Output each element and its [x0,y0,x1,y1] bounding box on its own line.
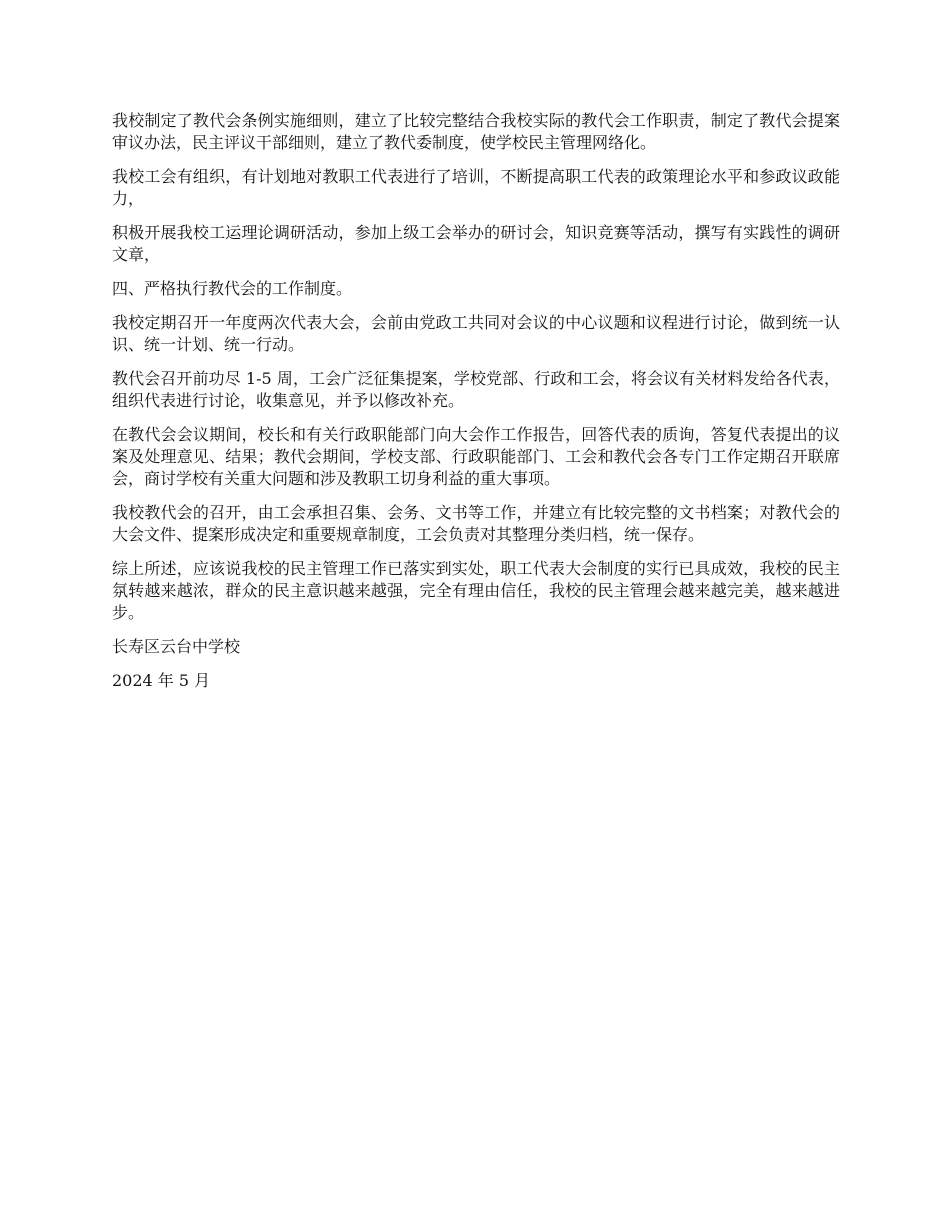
paragraph: 我校制定了教代会条例实施细则，建立了比较完整结合我校实际的教代会工作职责，制定了教代会提案审议办法，民主评议干部细则，建立了教代委制度，使学校民主管理网络化。 [112,111,840,152]
paragraph: 积极开展我校工运理论调研活动，参加上级工会举办的研讨会，知识竞赛等活动，撰写有实践性的调研文章， [112,223,840,264]
date: 2024 年 5 月 [112,671,211,690]
paragraph: 我校工会有组织，有计划地对教职工代表进行了培训，不断提高职工代表的政策理论水平和参政议政能力， [112,167,840,208]
signature: 长寿区云台中学校 [112,637,241,656]
paragraph: 综上所述，应该说我校的民主管理工作已落实到实处，职工代表大会制度的实行已具成效，我校的民主氛转越来越浓，群众的民主意识越来越强，完全有理由信任，我校的民主管理会越来越完美，越来越进步。 [112,559,840,622]
paragraph: 教代会召开前功尽 1-5 周，工会广泛征集提案，学校党部、行政和工会，将会议有关材料发给各代表，组织代表进行讨论，收集意见，并予以修改补充。 [112,369,840,410]
paragraph: 我校定期召开一年度两次代表大会，会前由党政工共同对会议的中心议题和议程进行讨论，做到统一认识、统一计划、统一行动。 [112,313,840,354]
document-body [112,110,840,704]
paragraph: 在教代会会议期间，校长和有关行政职能部门向大会作工作报告，回答代表的质询，答复代表提出的议案及处理意见、结果；教代会期间，学校支部、行政职能部门、工会和教代会各专门工作定期召开联席会，商讨学校有关重大问题和涉及教职工切身利益的重大事项。 [112,425,840,488]
paragraph: 我校教代会的召开，由工会承担召集、会务、文书等工作，并建立有比较完整的文书档案；对教代会的大会文件、提案形成决定和重要规章制度，工会负责对其整理分类归档，统一保存。 [112,503,840,544]
section-heading: 四、严格执行教代会的工作制度。 [112,279,353,298]
